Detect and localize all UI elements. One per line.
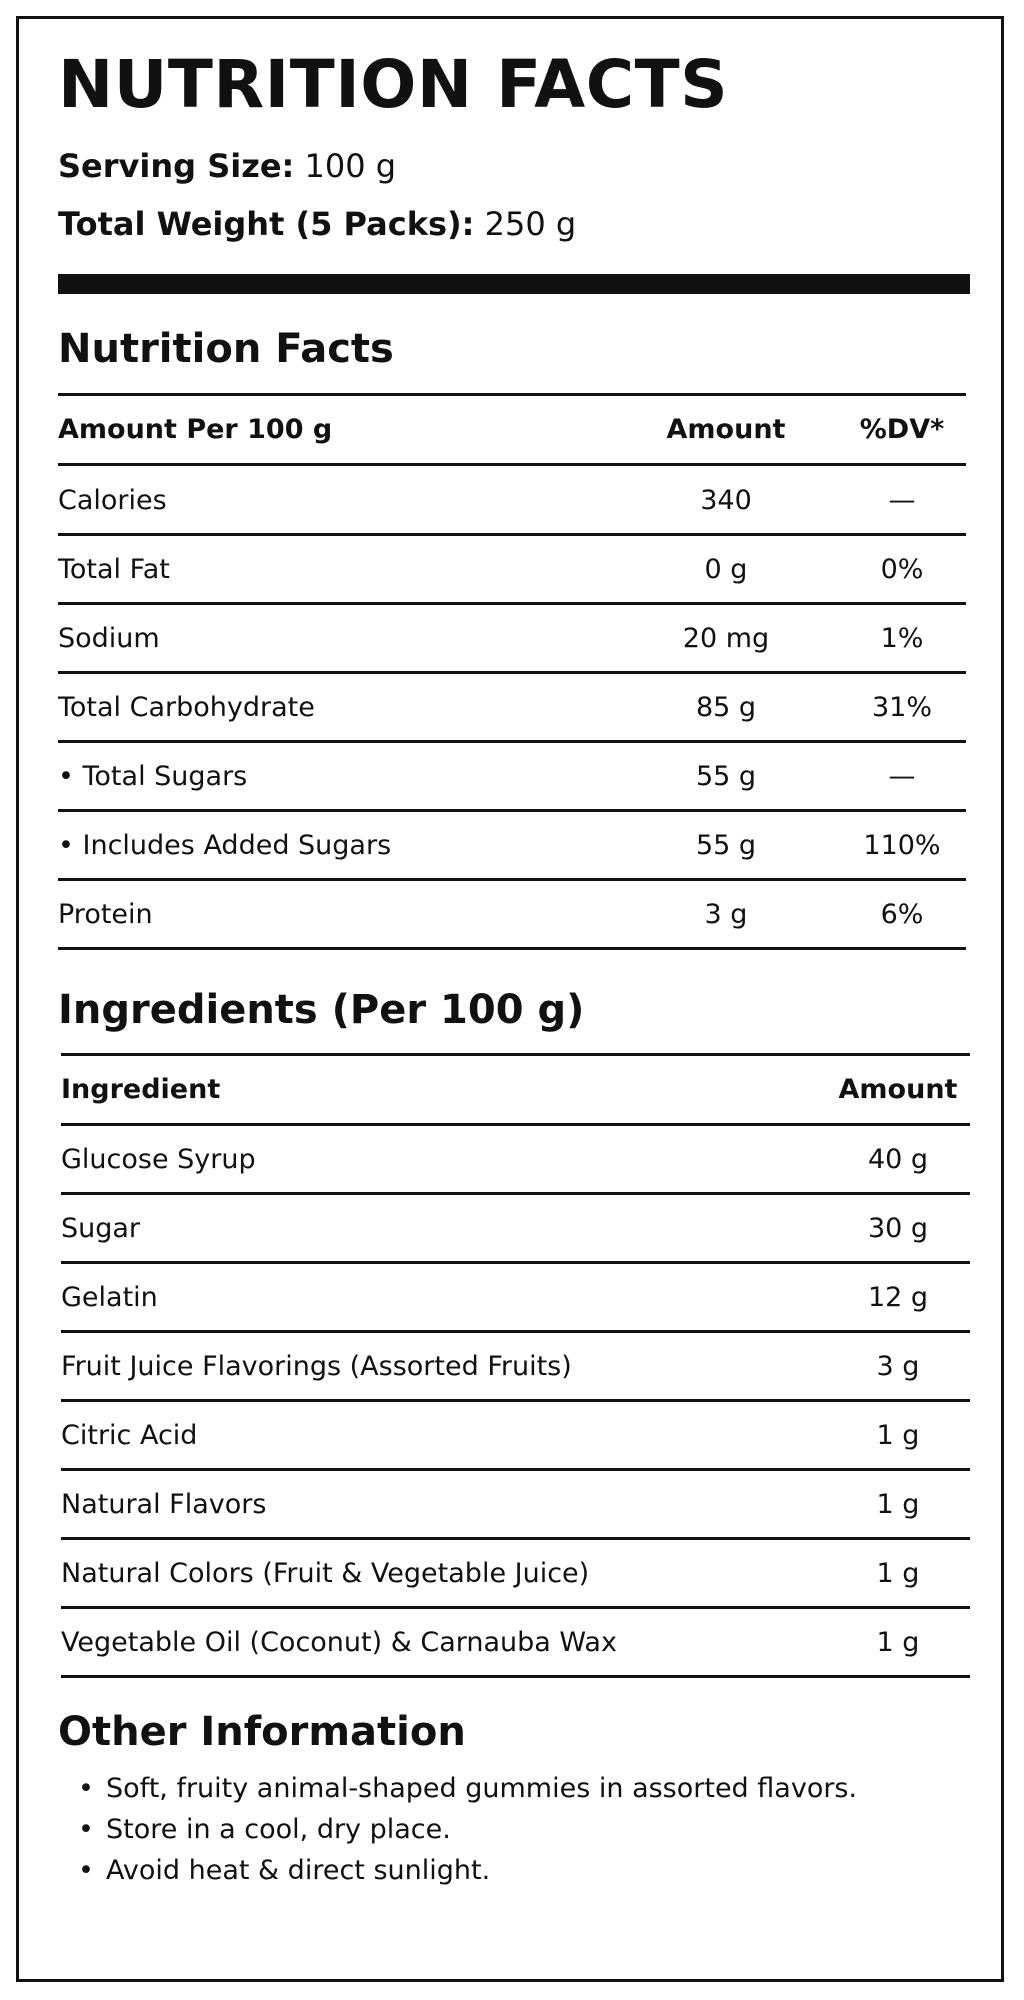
ingredient-name: Vegetable Oil (Coconut) & Carnauba Wax	[61, 1627, 617, 1658]
col-ingredient-amount: Amount	[838, 1074, 958, 1105]
nutrient-amount: 20 mg	[682, 623, 770, 654]
ingredient-amount: 1 g	[876, 1420, 920, 1451]
nutrient-dv: 6%	[880, 899, 924, 930]
serving-size-label: Serving Size:	[58, 147, 295, 185]
nutrient-dv: —	[888, 485, 916, 516]
nutrient-amount: 3 g	[704, 899, 748, 930]
nutrition-row	[58, 743, 966, 812]
serving-size	[58, 145, 396, 187]
nutrition-row	[58, 812, 966, 881]
ingredient-amount: 3 g	[876, 1351, 920, 1382]
nutrition-header-row	[58, 396, 966, 466]
section-divider-bar	[58, 274, 970, 294]
nutrient-dv: 1%	[880, 623, 924, 654]
col-amount: Amount	[666, 414, 786, 445]
nutrient-dv: —	[888, 761, 916, 792]
col-dv: %DV*	[859, 414, 945, 445]
nutrient-amount: 55 g	[695, 761, 757, 792]
ingredient-row	[61, 1402, 970, 1471]
nutrition-row	[58, 881, 966, 950]
ingredient-amount: 1 g	[876, 1489, 920, 1520]
ingredient-name: Natural Colors (Fruit & Vegetable Juice)	[61, 1558, 590, 1589]
ingredient-name: Citric Acid	[61, 1420, 198, 1451]
ingredient-name: Sugar	[61, 1213, 141, 1244]
ingredient-row	[61, 1609, 970, 1678]
nutrient-dv: 31%	[871, 692, 933, 723]
other-info-heading: Other Information	[58, 1709, 466, 1755]
nutrition-table	[58, 393, 966, 950]
ingredient-name: Natural Flavors	[61, 1489, 267, 1520]
nutrient-name: Total Carbohydrate	[58, 692, 315, 723]
nutrition-row	[58, 466, 966, 536]
ingredient-row	[61, 1195, 970, 1264]
ingredient-row	[61, 1333, 970, 1402]
ingredient-amount: 1 g	[876, 1558, 920, 1589]
ingredient-row	[61, 1540, 970, 1609]
nutrition-row	[58, 605, 966, 674]
ingredient-row	[61, 1471, 970, 1540]
ingredients-heading: Ingredients (Per 100 g)	[58, 987, 585, 1033]
nutrient-amount: 0 g	[704, 554, 748, 585]
total-weight-value: 250 g	[484, 205, 577, 243]
ingredient-amount: 1 g	[876, 1627, 920, 1658]
ingredient-name: Gelatin	[61, 1282, 158, 1313]
ingredient-amount: 30 g	[867, 1213, 929, 1244]
nutrition-row	[58, 674, 966, 743]
nutrient-name: • Includes Added Sugars	[58, 830, 392, 861]
nutrient-amount: 340	[700, 485, 752, 516]
ingredient-row	[61, 1126, 970, 1195]
nutrition-rows	[58, 466, 966, 950]
other-info-item: • Avoid heat & direct sunlight.	[58, 1850, 857, 1891]
ingredients-header-row	[61, 1056, 970, 1126]
nutrient-amount: 55 g	[695, 830, 757, 861]
nutrient-name: Calories	[58, 485, 167, 516]
col-ingredient: Ingredient	[61, 1074, 221, 1105]
nutrient-dv: 110%	[863, 830, 941, 861]
col-amount-per: Amount Per 100 g	[58, 414, 333, 445]
ingredient-name: Fruit Juice Flavorings (Assorted Fruits)	[61, 1351, 572, 1382]
ingredient-amount: 12 g	[867, 1282, 929, 1313]
ingredient-name: Glucose Syrup	[61, 1144, 256, 1175]
nutrient-name: Total Fat	[58, 554, 170, 585]
nutrient-name: Protein	[58, 899, 153, 930]
nutrient-amount: 85 g	[695, 692, 757, 723]
nutrient-name: Sodium	[58, 623, 160, 654]
nutrition-row	[58, 536, 966, 605]
nutrient-name: • Total Sugars	[58, 761, 248, 792]
serving-size-value: 100 g	[304, 147, 397, 185]
total-weight	[58, 203, 576, 245]
nutrient-dv: 0%	[880, 554, 924, 585]
ingredient-amount: 40 g	[867, 1144, 929, 1175]
ingredient-rows	[61, 1126, 970, 1678]
total-weight-label: Total Weight (5 Packs):	[58, 205, 475, 243]
other-info-item: • Store in a cool, dry place.	[58, 1809, 857, 1850]
other-info-list	[58, 1768, 857, 1891]
ingredients-table	[61, 1053, 970, 1678]
other-info-item: • Soft, fruity animal-shaped gummies in assorted flavors.	[58, 1768, 857, 1809]
ingredient-row	[61, 1264, 970, 1333]
label-title: NUTRITION FACTS	[58, 46, 729, 123]
nutrition-heading: Nutrition Facts	[58, 326, 394, 372]
